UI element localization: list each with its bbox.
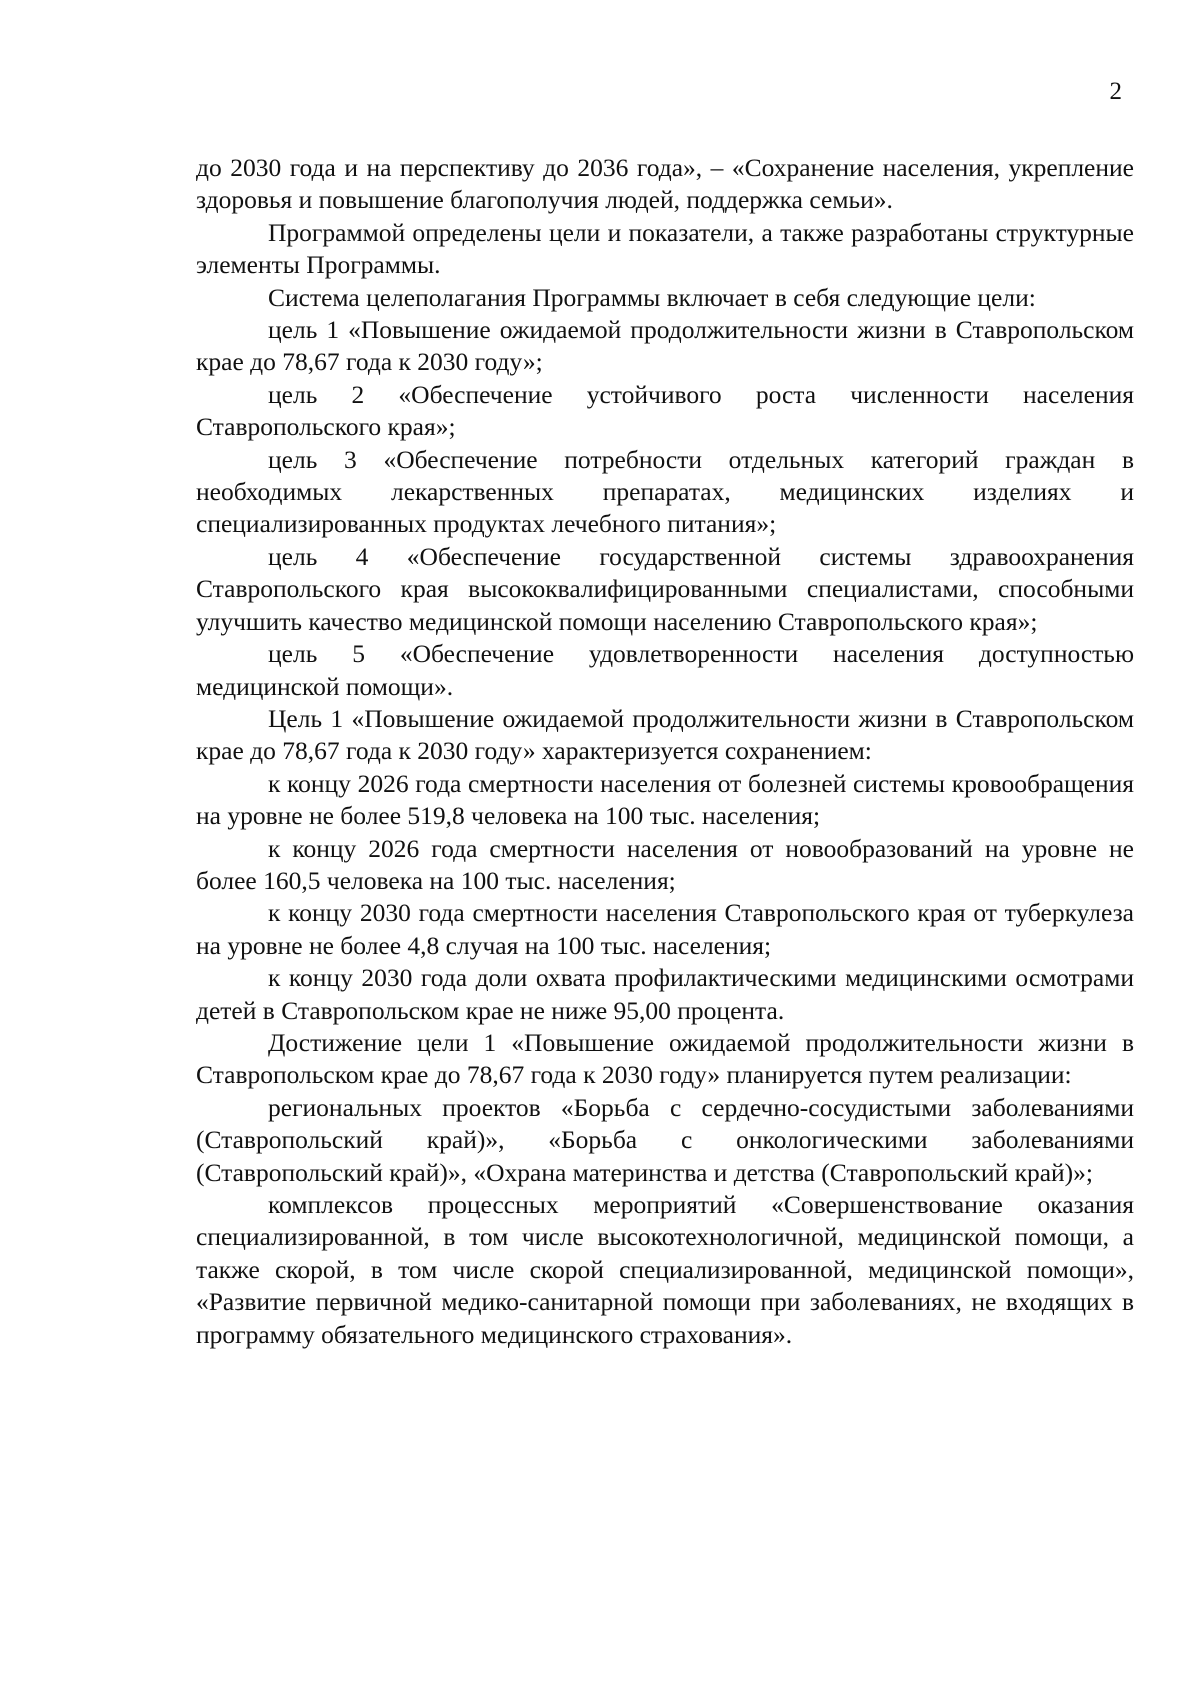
goal-item-3: цель 3 «Обеспечение потребности отдельных категорий граждан в необходимых лекарственных препаратах, медицинских изделиях и специализированных продуктах лечебного питания»; bbox=[196, 444, 1134, 539]
body-text bbox=[196, 152, 1134, 1351]
goal-item-4: цель 4 «Обеспечение государственной системы здравоохранения Ставропольского края высококвалифицированными специалистами, способными улучшить качество медицинской помощи населению Ставропольского края»; bbox=[196, 541, 1134, 636]
goal-item-2: цель 2 «Обеспечение устойчивого роста численности населения Ставропольского края»; bbox=[196, 379, 1134, 442]
paragraph-goal-1-characteristics: Цель 1 «Повышение ожидаемой продолжительности жизни в Ставропольском крае до 78,67 года к 2030 году» характеризуется сохранением: bbox=[196, 703, 1134, 766]
indicator-circulatory-mortality: к концу 2026 года смертности населения от болезней системы кровообращения на уровне не более 519,8 человека на 100 тыс. населения; bbox=[196, 768, 1134, 831]
indicator-child-checkups: к концу 2030 года доли охвата профилактическими медицинскими осмотрами детей в Ставропольском крае не ниже 95,00 процента. bbox=[196, 963, 1134, 1025]
page-number: 2 bbox=[1109, 78, 1122, 105]
goal-item-5: цель 5 «Обеспечение удовлетворенности населения доступностью медицинской помощи». bbox=[196, 639, 1134, 701]
goal-item-1: цель 1 «Повышение ожидаемой продолжительности жизни в Ставропольском крае до 78,67 года к 2030 году»; bbox=[196, 315, 1134, 377]
paragraph-goal-1-achievement: Достижение цели 1 «Повышение ожидаемой продолжительности жизни в Ставропольском крае до 78,67 года к 2030 году» планируется путем реализации: bbox=[196, 1027, 1134, 1090]
paragraph-goal-system: Система целеполагания Программы включает в себя следующие цели: bbox=[268, 282, 1036, 312]
paragraph-regional-projects: региональных проектов «Борьба с сердечно-сосудистыми заболеваниями (Ставропольский край)», «Борьба с онкологическими заболеваниями (Ставропольский край)», «Охрана материнства и детства (Ставропольский край)»; bbox=[196, 1092, 1134, 1187]
paragraph-program-goals: Программой определены цели и показатели, а также разработаны структурные элементы Программы. bbox=[196, 217, 1134, 280]
indicator-tuberculosis-mortality: к концу 2030 года смертности населения Ставропольского края от туберкулеза на уровне не более 4,8 случая на 100 тыс. населения; bbox=[196, 898, 1134, 960]
paragraph-continuation: до 2030 года и на перспективу до 2036 года», – «Сохранение населения, укрепление здоровья и повышение благополучия людей, поддержка семьи». bbox=[196, 153, 1134, 215]
indicator-neoplasm-mortality: к концу 2026 года смертности населения от новообразований на уровне не более 160,5 человека на 100 тыс. населения; bbox=[196, 833, 1134, 895]
paragraph-process-measures: комплексов процессных мероприятий «Совершенствование оказания специализированной, в том числе высокотехнологичной, медицинской помощи, а также скорой, в том числе скорой специализированной, медицинской помощи», «Развитие первичной медико-санитарной помощи при заболеваниях, не входящих в программу обязательного медицинского страхования». bbox=[196, 1190, 1134, 1349]
